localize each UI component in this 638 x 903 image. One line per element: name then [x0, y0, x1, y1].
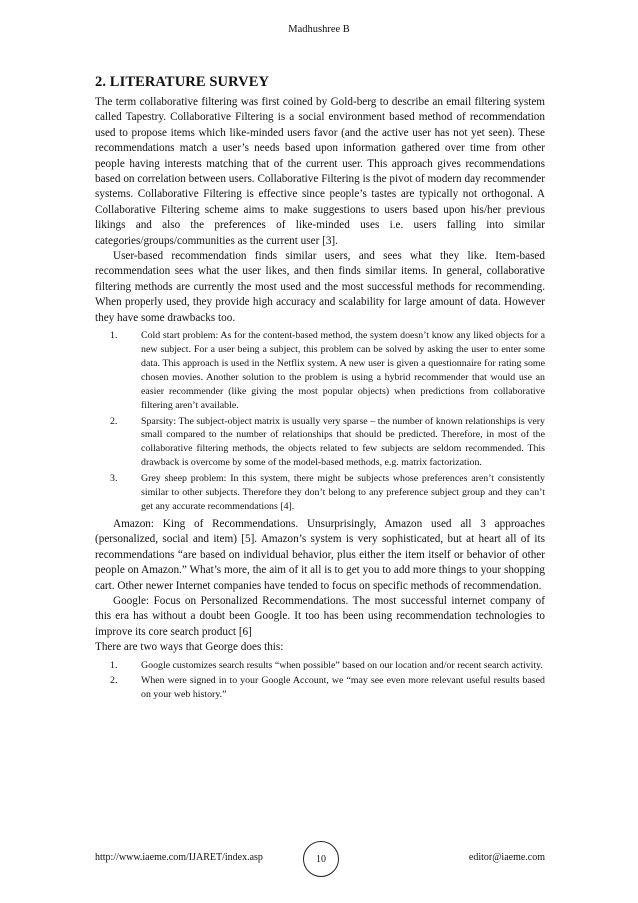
list-item: 1. Cold start problem: As for the content-based method, the system doesn’t know any liked objects for a new subject. For a user being a subject, this problem can be solved by asking the user to enter some data. This approach is used in the Netflix system. A new user is given a questionnaire for rating some chosen movies. Another solution to the problem is using a hybrid recommender that would use an easier recommender (like giving the most popular objects) when predictions from collaborative filtering aren’t available. [110, 330, 545, 411]
list-item: 3. Grey sheep problem: In this system, there might be subjects whose preferences aren’t consistently similar to other subjects. Therefore they don’t belong to any preference subject group and they can’t get any accurate recommendations [4]. [110, 473, 545, 512]
section-title: 2. LITERATURE SURVEY [95, 74, 270, 90]
footer-email-link[interactable]: editor@iaeme.com [468, 852, 545, 863]
page-number: 10 [303, 841, 339, 877]
drawbacks-list [95, 329, 545, 514]
paragraph-two-ways: There are two ways that George does this: [95, 641, 284, 654]
paragraph-amazon: Amazon: King of Recommendations. Unsurprisingly, Amazon used all 3 approaches (personalized, social and item) [5]. Amazon’s system is very sophisticated, but at heart all of its recommendations “are based on individual behavior, plus either the item itself or behavior of other people on Amazon.” What’s more, the aim of it all is to get you to add more things to your shopping cart. Other newer Internet companies have tended to focus on specific methods of recommendation. [95, 517, 545, 592]
paragraph-google: Google: Focus on Personalized Recommendations. The most successful internet company of this era has without a doubt been Google. It too has been using recommendation technologies to improve its core search product [6] [95, 594, 545, 638]
google-ways-list [95, 659, 545, 703]
list-item: 2. Sparsity: The subject-object matrix is usually very sparse – the number of known relationships is very small compared to the number of relationships that should be predicted. Therefore, in most of the collaborative filtering methods, the objects related to few subjects are seldom recommended. This drawback is overcome by some of the model-based methods, e.g. matrix factorization. [110, 415, 545, 469]
page-body [95, 74, 545, 705]
running-header: Madhushree B [288, 24, 350, 35]
list-item: 2. When were signed in to your Google Account, we “may see even more relevant useful results based on your web history.” [110, 675, 545, 701]
paragraph-intro: The term collaborative filtering was first coined by Gold-berg to describe an email filtering system called Tapestry. Collaborative Filtering is a social environment based method of recommendation used to propose items which like-minded users favor (and the active user has not yet seen). These recommendations match a user’s needs based upon information gathered over time from other people having interests matching that of the current user. This approach gives recommendations based on correlation between users. Collaborative Filtering is the pivot of modern day recommender systems. Collaborative Filtering is effective since people’s tastes are typically not orthogonal. A Collaborative Filtering scheme aims to make suggestions to users based upon his/her previous likings and also the preferences of like-minded uses i.e. users falling into similar categories/groups/communities as the current user [3]. [95, 96, 545, 247]
footer-url-link[interactable]: http://www.iaeme.com/IJARET/index.asp [95, 852, 263, 863]
paragraph-user-item-based: User-based recommendation finds similar users, and sees what they like. Item-based recommendation sees what the user likes, and then finds similar items. In general, collaborative filtering methods are currently the most used and the most successful methods for recommending. When properly used, they provide high accuracy and scalability for large amount of data. However they have some drawbacks too. [95, 250, 545, 324]
list-item: 1. Google customizes search results “when possible” based on our location and/or recent search activity. [110, 659, 543, 671]
page-footer [95, 841, 545, 877]
